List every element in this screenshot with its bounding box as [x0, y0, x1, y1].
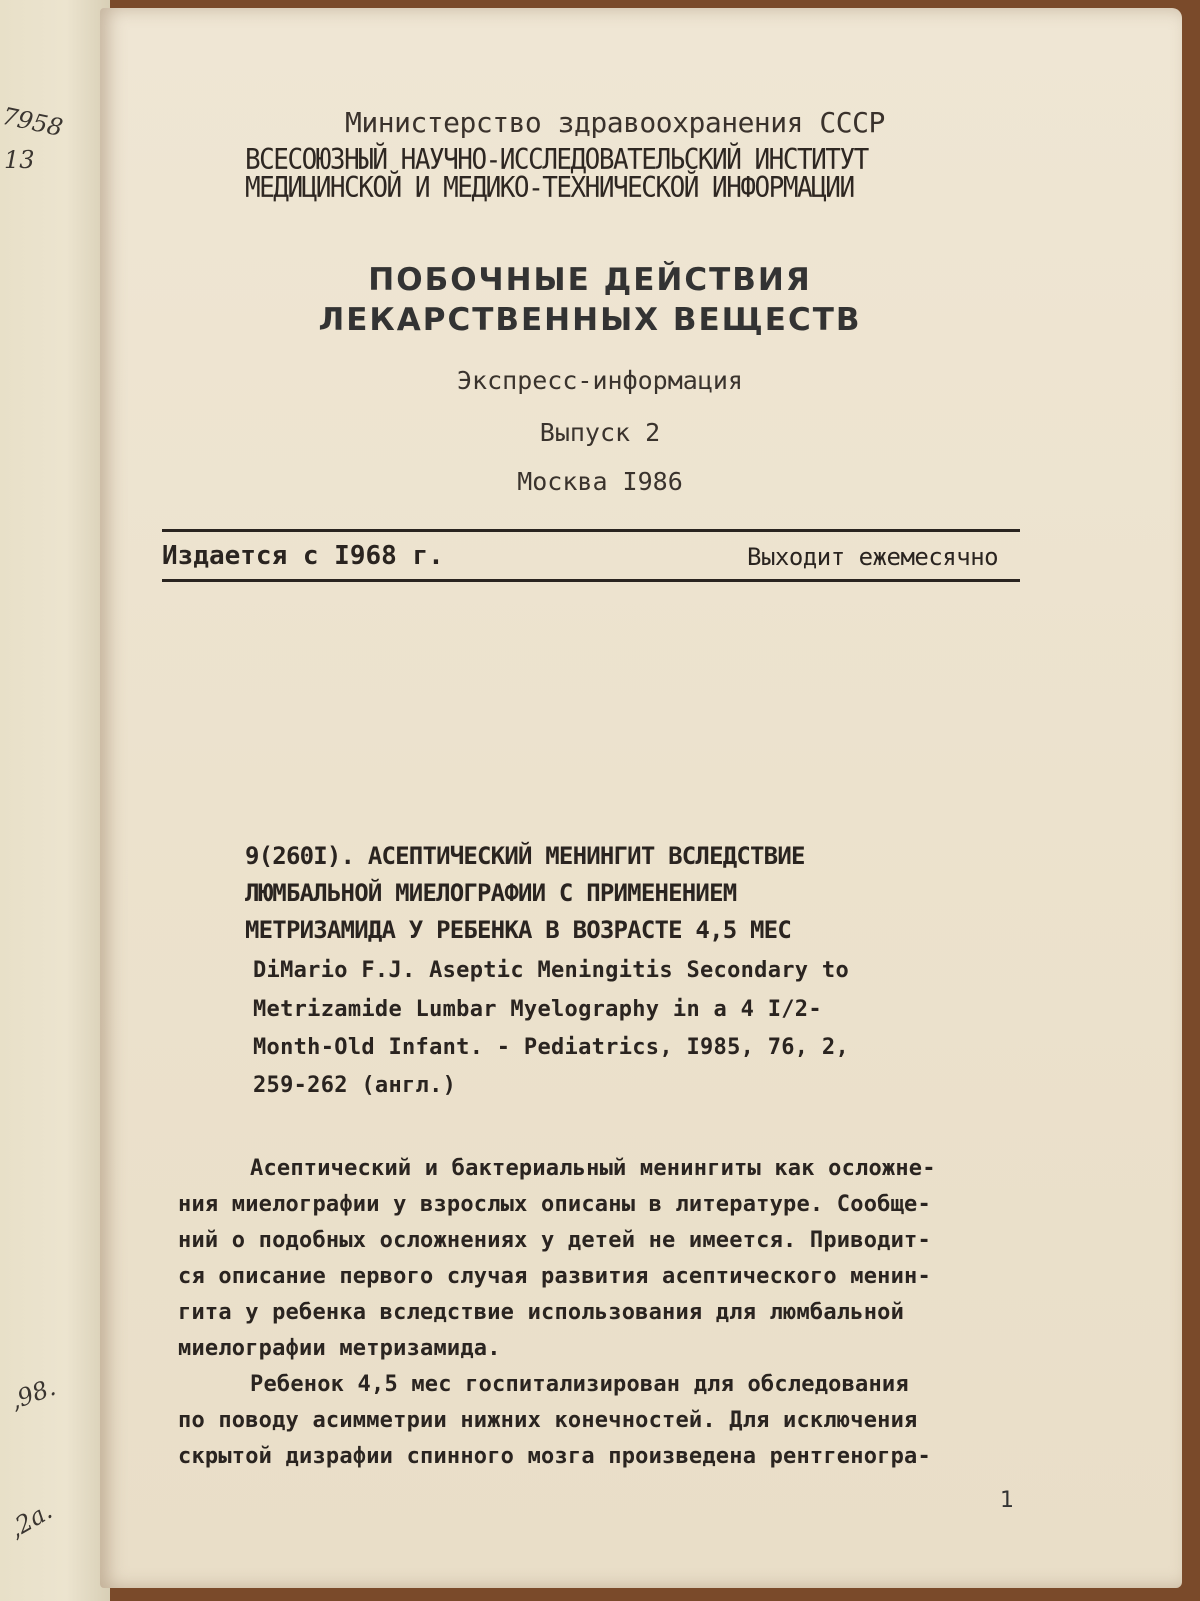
- ministry-heading: Министерство здравоохранения СССР: [345, 106, 885, 139]
- body-line-5: гита у ребенка вследствие использования для люмбальной: [178, 1300, 905, 1325]
- citation-line-3: Month-Old Infant. - Pediatrics, I985, 76, 2,: [253, 1035, 849, 1060]
- body-line-9: скрытой дизрафии спинного мозга произведена рентгеногра-: [178, 1444, 931, 1469]
- body-line-1: Асептический и бактериальный менингиты как осложне-: [250, 1156, 936, 1181]
- margin-note-number: 7958: [0, 101, 66, 143]
- article-title-line-2: ЛЮМБАЛЬНОЙ МИЕЛОГРАФИИ С ПРИМЕНЕНИЕМ: [245, 879, 737, 907]
- top-rule: [162, 529, 1020, 532]
- body-line-7: Ребенок 4,5 мес госпитализирован для обследования: [250, 1372, 909, 1397]
- margin-note-2a: ,2a.: [4, 1496, 57, 1544]
- body-line-3: ний о подобных осложнениях у детей не имеется. Приводит-: [178, 1228, 931, 1253]
- city-year: Москва I986: [517, 467, 683, 496]
- institute-line-2: МЕДИЦИНСКОЙ И МЕДИКО-ТЕХНИЧЕСКОЙ ИНФОРМАЦИИ: [245, 171, 854, 205]
- issue-number: Выпуск 2: [539, 418, 661, 447]
- body-line-2: ния миелографии у взрослых описаны в литературе. Сообще-: [178, 1192, 931, 1217]
- citation-line-4: 259-262 (англ.): [253, 1073, 457, 1098]
- page-number: 1: [1000, 1488, 1014, 1513]
- body-line-4: ся описание первого случая развития асептического менин-: [178, 1264, 931, 1289]
- main-title-line-2: ЛЕКАРСТВЕННЫХ ВЕЩЕСТВ: [318, 302, 862, 338]
- citation-line-2: Metrizamide Lumbar Myelography in a 4 I/2-: [253, 997, 822, 1022]
- body-line-8: по поводу асимметрии нижних конечностей. Для исключения: [178, 1408, 918, 1433]
- bottom-rule: [162, 579, 1020, 582]
- margin-note-98: ,98.: [6, 1373, 60, 1415]
- frequency: Выходит ежемесячно: [747, 543, 999, 571]
- margin-note-sub: 13: [4, 146, 35, 174]
- article-title-line-1: 9(260I). АСЕПТИЧЕСКИЙ МЕНИНГИТ ВСЛЕДСТВИЕ: [245, 842, 805, 870]
- main-title-line-1: ПОБОЧНЫЕ ДЕЙСТВИЯ: [368, 262, 812, 298]
- citation-line-1: DiMario F.J. Aseptic Meningitis Secondary to: [253, 958, 849, 983]
- body-line-6: миелографии метризамида.: [178, 1336, 501, 1361]
- institute-line-1: ВСЕСОЮЗНЫЙ НАУЧНО-ИССЛЕДОВАТЕЛЬСКИЙ ИНСТИТУТ: [245, 143, 868, 177]
- article-title-line-3: МЕТРИЗАМИДА У РЕБЕНКА В ВОЗРАСТЕ 4,5 МЕС: [245, 916, 791, 944]
- subtitle: Экспресс-информация: [457, 366, 743, 395]
- left-page-edge: [0, 0, 110, 1601]
- published-since: Издается с I968 г.: [162, 541, 444, 571]
